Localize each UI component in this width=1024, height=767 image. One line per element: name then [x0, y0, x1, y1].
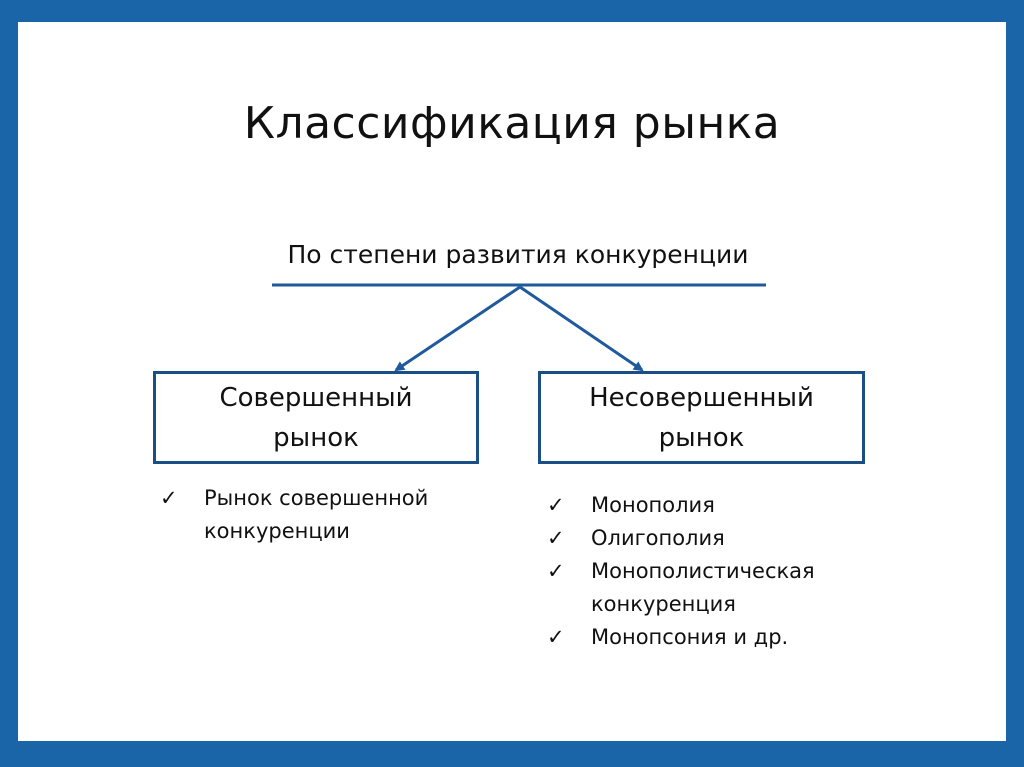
perfect-market-examples — [160, 482, 480, 548]
checkmark-icon: ✓ — [547, 625, 565, 649]
list-item: ✓ Монополия — [547, 489, 867, 522]
slide-title: Классификация рынка — [243, 98, 781, 149]
imperfect-market-label-line1: Несовершенный — [589, 382, 814, 413]
arrow-to-imperfect-market — [520, 287, 642, 370]
arrow-to-perfect-market — [396, 287, 520, 370]
imperfect-market-examples — [547, 489, 867, 654]
list-item: ✓ Олигополия — [547, 522, 867, 555]
perfect-market-label-line2: рынок — [273, 422, 359, 453]
checkmark-icon: ✓ — [547, 493, 565, 517]
imperfect-market-box — [538, 371, 865, 464]
category-heading: По степени развития конкуренции — [287, 240, 749, 269]
perfect-market-label-line1: Совершенный — [219, 382, 413, 413]
perfect-market-box — [153, 371, 479, 464]
list-item: ✓ Рынок совершенной конкуренции — [160, 482, 480, 548]
checkmark-icon: ✓ — [547, 526, 565, 550]
list-item: ✓ Монопсония и др. — [547, 621, 867, 654]
checkmark-icon: ✓ — [160, 486, 178, 510]
list-item: ✓ Монополистическая конкуренция — [547, 555, 867, 621]
checkmark-icon: ✓ — [547, 559, 565, 583]
imperfect-market-label-line2: рынок — [658, 422, 745, 453]
